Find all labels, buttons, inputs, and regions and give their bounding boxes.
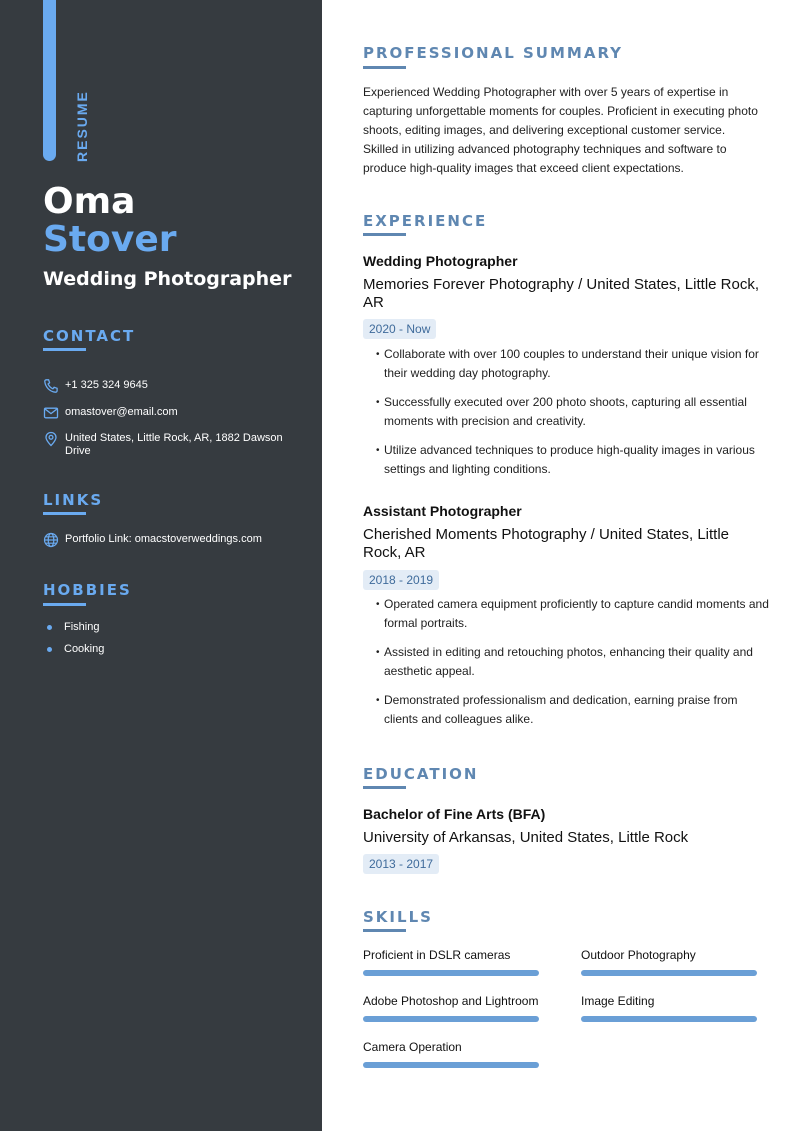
skill-label: Proficient in DSLR cameras [363,948,511,962]
accent-bar [43,0,56,161]
job-company: Memories Forever Photography / United States, Little Rock, AR [363,276,760,311]
skill-bar [581,970,757,976]
job-bullet: • Collaborate with over 100 couples to understand their unique vision for their wedding day photography. [376,345,771,383]
globe-icon [43,532,59,548]
hobby-item [47,643,104,655]
skill-label: Outdoor Photography [581,948,696,962]
address-text: United States, Little Rock, AR, 1882 Dawson Drive [65,432,283,457]
job-bullet: • Assisted in editing and retouching photos, enhancing their quality and aesthetic appeal. [376,643,771,681]
last-name: Stover [43,219,177,260]
links-heading: LINKS [43,491,104,509]
location-icon [43,431,59,447]
summary-text: Experienced Wedding Photographer with over 5 years of expertise in capturing unforgettable moments for couples. Proficient in executing photo shoots, editing images, and delivering exceptional customer service. Skilled in utilizing advanced photography techniques and software to produce high-quality images that exceed client expectations. [363,85,758,175]
job-company: Cherished Moments Photography / United States, Little Rock, AR [363,526,730,561]
job-bullet: • Operated camera equipment proficiently to capture candid moments and formal portraits. [376,595,771,633]
hobby-label: Cooking [64,643,105,655]
job-title: Wedding Photographer [43,268,292,290]
skill-label: Adobe Photoshop and Lightroom [363,994,539,1008]
contact-address [43,432,293,458]
education-dates: 2013 - 2017 [363,854,439,874]
skill-label: Camera Operation [363,1040,462,1054]
job-bullet: • Successfully executed over 200 photo shoots, capturing all essential moments with precision and creativity. [376,393,771,431]
education-heading: EDUCATION [363,765,479,783]
job-role: Wedding Photographer [363,253,518,269]
skill-bar [363,1062,539,1068]
resume-tag: RESUME [74,90,90,162]
bullet-dot [47,625,52,630]
summary-heading: PROFESSIONAL SUMMARY [363,44,624,62]
portfolio-link[interactable]: Portfolio Link: omacstoverweddings.com [65,533,262,545]
phone-icon [43,378,59,394]
skill-bar [363,1016,539,1022]
hobby-label: Fishing [64,621,100,633]
contact-heading: CONTACT [43,327,136,345]
experience-heading: EXPERIENCE [363,212,488,230]
job-bullet: • Demonstrated professionalism and dedication, earning praise from clients and colleagues alike. [376,691,771,729]
summary-underline [363,66,406,69]
job-role: Assistant Photographer [363,503,522,519]
education-degree: Bachelor of Fine Arts (BFA) [363,806,546,822]
experience-underline [363,233,406,236]
skills-underline [363,929,406,932]
skills-heading: SKILLS [363,908,433,926]
skill-bar [581,1016,757,1022]
education-underline [363,786,406,789]
email-icon [43,405,59,421]
hobbies-underline [43,603,86,606]
links-underline [43,512,86,515]
sidebar [0,0,322,1131]
education-school: University of Arkansas, United States, Little Rock [363,829,689,846]
email-text[interactable]: omastover@email.com [65,406,178,418]
skill-bar [363,970,539,976]
contact-underline [43,348,86,351]
job-dates: 2020 - Now [363,319,436,339]
contact-phone [43,379,293,394]
phone-text[interactable]: +1 325 324 9645 [65,379,148,391]
hobbies-heading: HOBBIES [43,581,132,599]
job-dates: 2018 - 2019 [363,570,439,590]
skill-label: Image Editing [581,994,655,1008]
contact-email [43,406,293,421]
job-bullet: • Utilize advanced techniques to produce high-quality images in various settings and lighting conditions. [376,441,771,479]
main-content [363,0,773,1131]
portfolio-link-row [43,533,293,548]
first-name: Oma [43,181,136,222]
bullet-dot [47,647,52,652]
hobby-item [47,621,99,633]
